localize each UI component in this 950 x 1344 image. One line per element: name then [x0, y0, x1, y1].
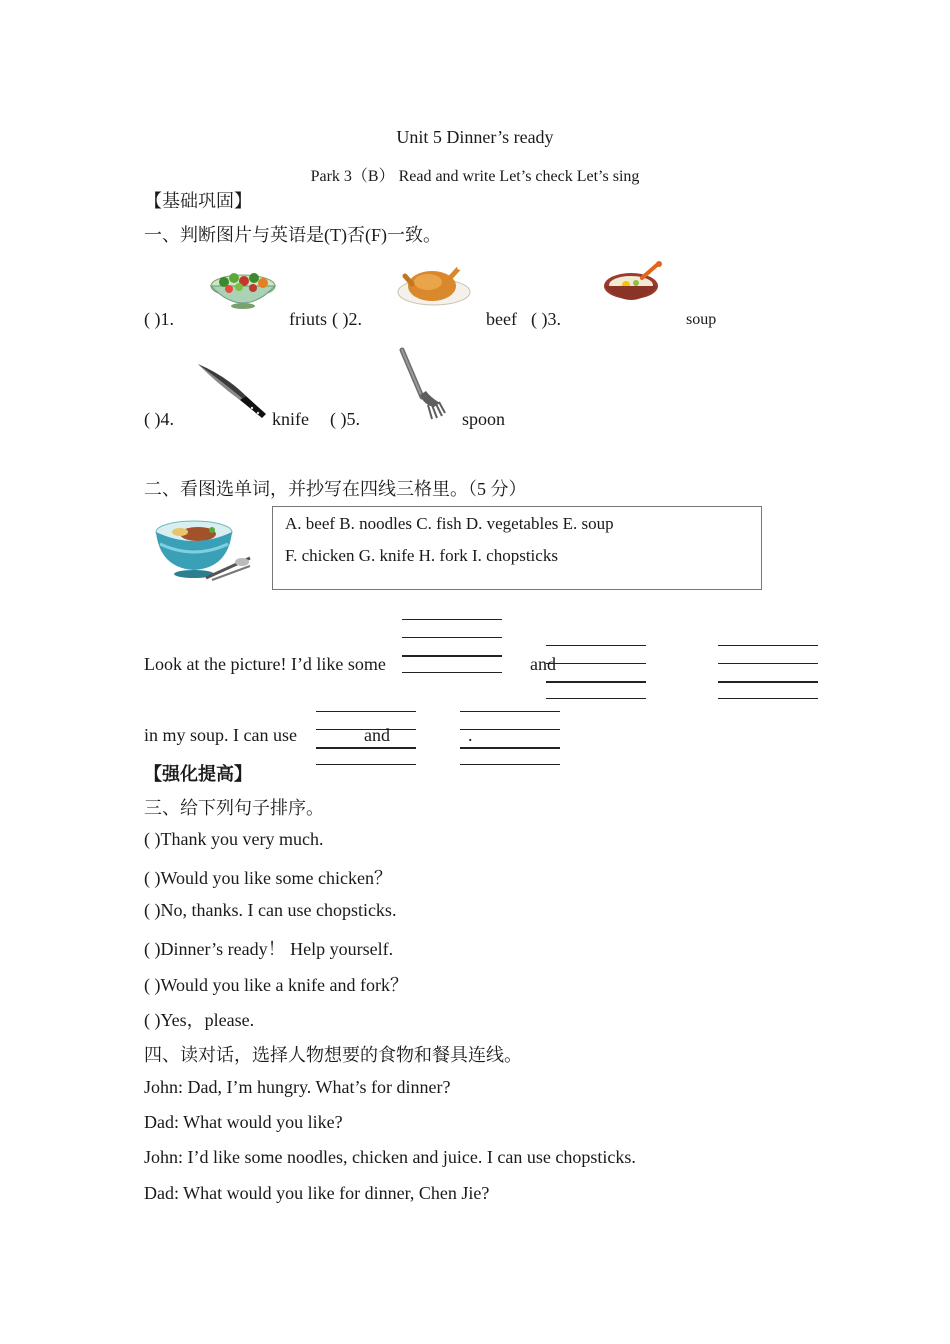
- q2-and-2: and: [364, 725, 390, 745]
- q1-item-2-word: beef: [486, 309, 517, 329]
- q3-item: ( )Would you like some chicken？: [144, 868, 392, 888]
- dialogue-line: John: Dad, I’m hungry. What’s for dinner?: [144, 1077, 451, 1097]
- q1-item-5-number: ( )5.: [330, 409, 360, 429]
- q1-item-5-word: spoon: [462, 409, 506, 429]
- salad-bowl-icon: [208, 268, 278, 312]
- q1-item-4-word: knife: [272, 409, 309, 429]
- dialogue-line: Dad: What would you like?: [144, 1112, 343, 1132]
- writing-lines-1[interactable]: [402, 619, 502, 673]
- soup-bowl-icon: [602, 260, 664, 308]
- writing-lines-3[interactable]: [718, 645, 818, 699]
- fork-icon: [398, 347, 446, 421]
- q3-item: ( )Would you like a knife and fork？: [144, 975, 408, 995]
- writing-lines-5[interactable]: [460, 711, 560, 765]
- noodle-bowl-icon: [152, 516, 252, 582]
- q3-item: ( )Thank you very much.: [144, 829, 324, 849]
- q1-item-1-number: ( )1.: [144, 309, 174, 329]
- q2-and-1: and: [530, 654, 556, 674]
- section-advanced-heading: 【强化提高】: [144, 764, 252, 784]
- q1-item-4-number: ( )4.: [144, 409, 174, 429]
- q3-heading: 三、给下列句子排序。: [144, 798, 324, 818]
- page-title: Unit 5 Dinner’s ready: [396, 127, 554, 147]
- q2-period: .: [468, 725, 473, 745]
- q2-sentence-1-start: Look at the picture! I’d like some: [144, 654, 386, 674]
- page-subtitle: Park 3（B） Read and write Let’s check Let’s sing: [310, 168, 640, 185]
- q2-sentence-2-start: in my soup. I can use: [144, 725, 297, 745]
- dialogue-line: John: I’d like some noodles, chicken and juice. I can use chopsticks.: [144, 1147, 636, 1167]
- dialogue-line: Dad: What would you like for dinner, Chen Jie?: [144, 1183, 490, 1203]
- q1-item-1-word: friuts: [289, 309, 327, 329]
- q1-item-2-number: ( )2.: [332, 309, 362, 329]
- roast-chicken-icon: [396, 262, 472, 308]
- q1-heading: 一、判断图片与英语是(T)否(F)一致。: [144, 225, 441, 245]
- q4-heading: 四、读对话，选择人物想要的食物和餐具连线。: [144, 1045, 522, 1065]
- knife-icon: [196, 362, 268, 422]
- q3-item: ( )Dinner’s ready！ Help yourself.: [144, 939, 394, 959]
- section-basic-heading: 【基础巩固】: [144, 191, 252, 211]
- word-options-line-1: A. beef B. noodles C. fish D. vegetables E. soup: [285, 514, 614, 533]
- writing-lines-2[interactable]: [546, 645, 646, 699]
- q2-heading: 二、看图选单词，并抄写在四线三格里。（5 分）: [144, 479, 527, 499]
- q3-item: ( )No, thanks. I can use chopsticks.: [144, 900, 397, 920]
- word-options-line-2: F. chicken G. knife H. fork I. chopsticks: [285, 546, 558, 565]
- q1-item-3-number: ( )3.: [531, 309, 561, 329]
- q3-item: ( )Yes，please.: [144, 1010, 255, 1030]
- q1-item-3-word: soup: [686, 311, 717, 328]
